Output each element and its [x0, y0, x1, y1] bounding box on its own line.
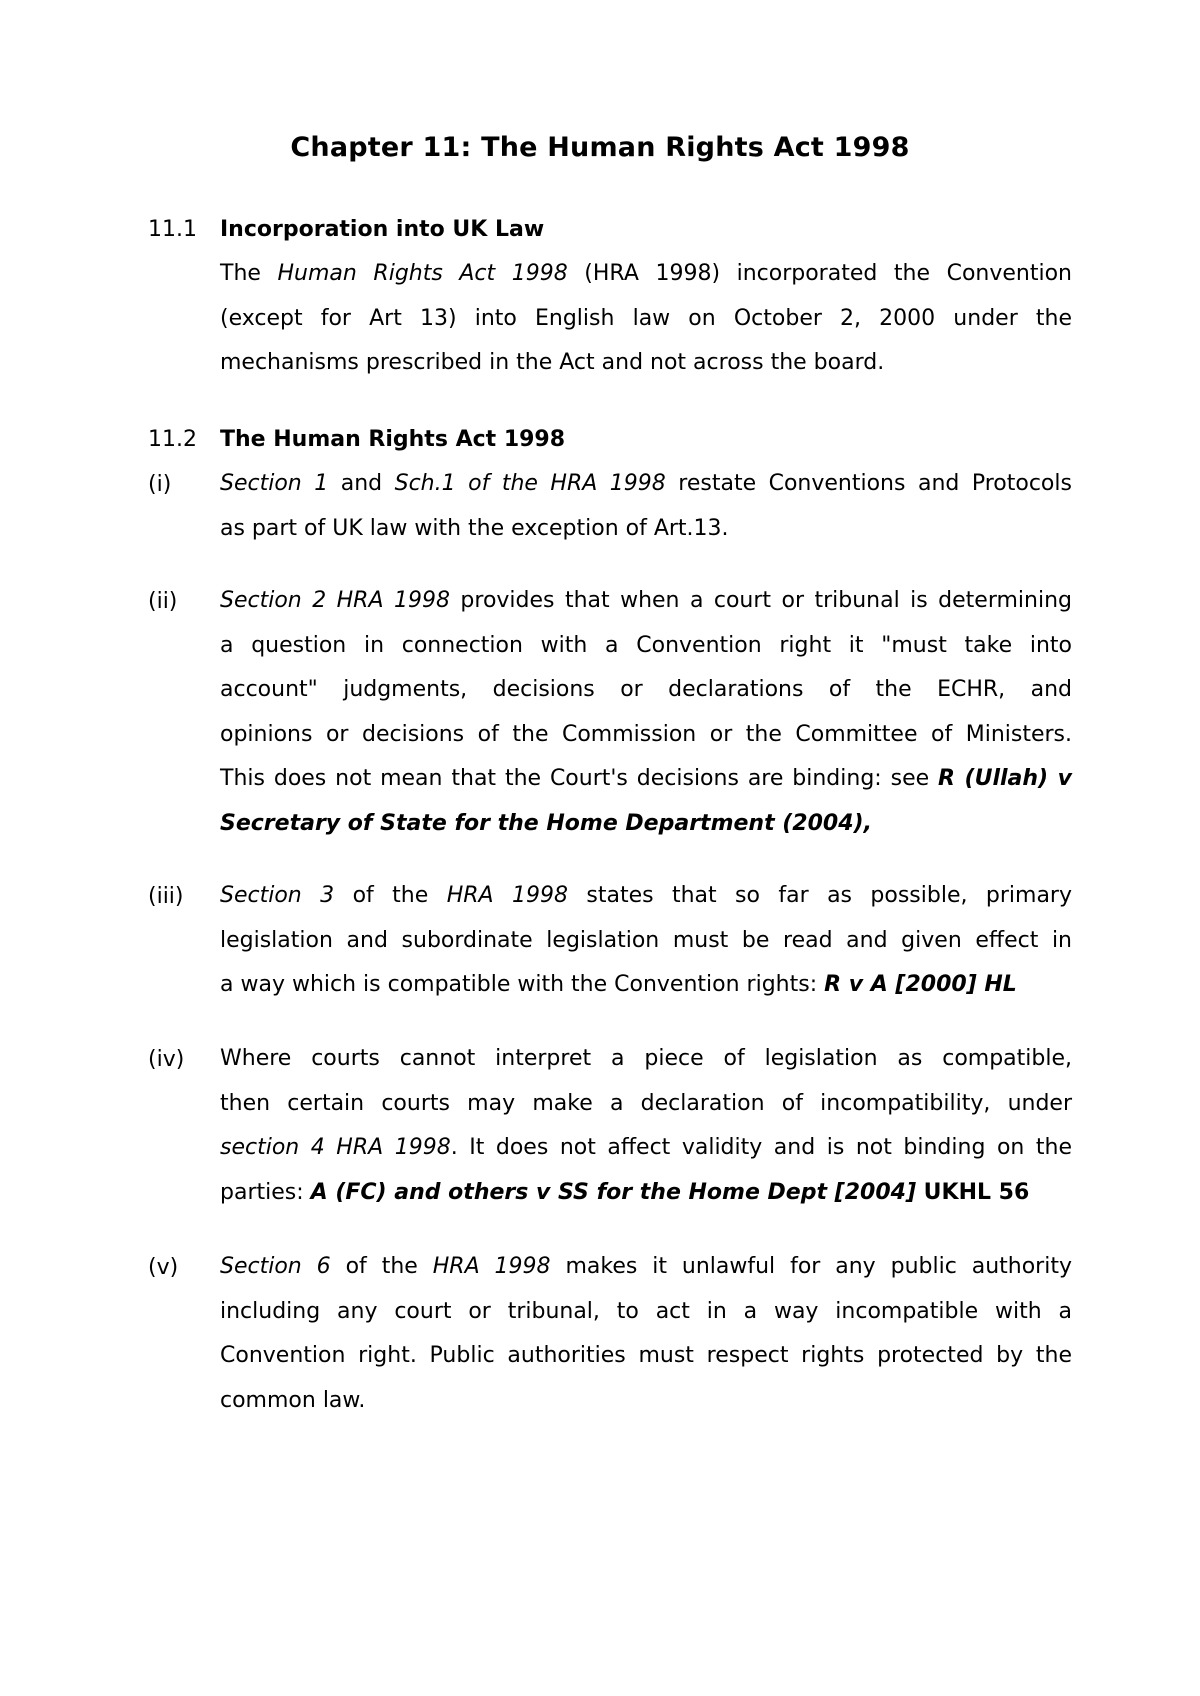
paragraph-line: mechanisms prescribed in the Act and not across the board.	[220, 350, 885, 376]
paragraph-line: opinions or decisions of the Commission or the Committee of Ministers.	[220, 721, 1072, 747]
chapter-title: Chapter 11: The Human Rights Act 1998	[290, 132, 910, 163]
paragraph-line	[220, 802, 1072, 847]
paragraph-line: (except for Art 13) into English law on October 2, 2000 under the	[220, 305, 1072, 331]
paragraph-line: parties: A (FC) and others v SS for the Home Dept [2004] UKHL 56	[220, 1179, 1030, 1205]
paragraph-line: Section 6 of the HRA 1998 makes it unlawful for any public authority	[220, 1254, 1072, 1279]
paragraph-line: Section 3 of the HRA 1998 states that so far as possible, primary	[220, 883, 1072, 908]
paragraph-line: Section 2 HRA 1998 provides that when a court or tribunal is determining	[220, 588, 1072, 613]
paragraph-line: Section 1 and Sch.1 of the HRA 1998 restate Conventions and Protocols	[220, 471, 1072, 496]
list-marker: (v)	[148, 1255, 179, 1280]
section-paragraph	[220, 252, 1072, 386]
case-citation: A (FC) and others v SS for the Home Dept [2004]	[310, 1179, 916, 1205]
section-number: 11.2	[148, 427, 197, 452]
list-item	[220, 579, 1072, 847]
section-number: 11.1	[148, 217, 197, 242]
paragraph-line: legislation and subordinate legislation must be read and given effect in	[220, 927, 1072, 953]
list-item	[220, 1037, 1072, 1215]
case-citation: R v A [2000] HL	[824, 972, 1017, 998]
list-marker: (i)	[148, 472, 172, 497]
paragraph-line: Convention right. Public authorities must respect rights protected by the	[220, 1343, 1072, 1369]
paragraph-line: then certain courts may make a declaration of incompatibility, under	[220, 1090, 1072, 1116]
paragraph-line: a question in connection with a Convention right it "must take into	[220, 632, 1072, 658]
list-marker: (iii)	[148, 884, 184, 909]
paragraph-line: as part of UK law with the exception of Art.13.	[220, 515, 729, 541]
case-citation: R (Ullah) v	[938, 766, 1072, 792]
list-item	[220, 874, 1072, 1008]
case-citation: Secretary of State for the Home Department (2004),	[220, 810, 872, 836]
list-item	[220, 1245, 1072, 1423]
list-item	[220, 462, 1072, 551]
paragraph-line: account" judgments, decisions or declarations of the ECHR, and	[220, 677, 1072, 703]
paragraph-line: The Human Rights Act 1998 (HRA 1998) incorporated the Convention	[220, 261, 1072, 286]
paragraph-line: This does not mean that the Court's decisions are binding: see R (Ullah) v	[220, 766, 1072, 792]
paragraph-line: section 4 HRA 1998. It does not affect validity and is not binding on the	[220, 1135, 1072, 1161]
list-marker: (iv)	[148, 1047, 185, 1072]
section-heading: The Human Rights Act 1998	[220, 427, 566, 452]
paragraph-line: Where courts cannot interpret a piece of legislation as compatible,	[220, 1046, 1072, 1071]
paragraph-line: a way which is compatible with the Convention rights: R v A [2000] HL	[220, 972, 1017, 998]
section-heading: Incorporation into UK Law	[220, 217, 545, 242]
list-marker: (ii)	[148, 589, 178, 614]
paragraph-line: common law.	[220, 1387, 366, 1413]
paragraph-line: including any court or tribunal, to act in a way incompatible with a	[220, 1298, 1072, 1324]
